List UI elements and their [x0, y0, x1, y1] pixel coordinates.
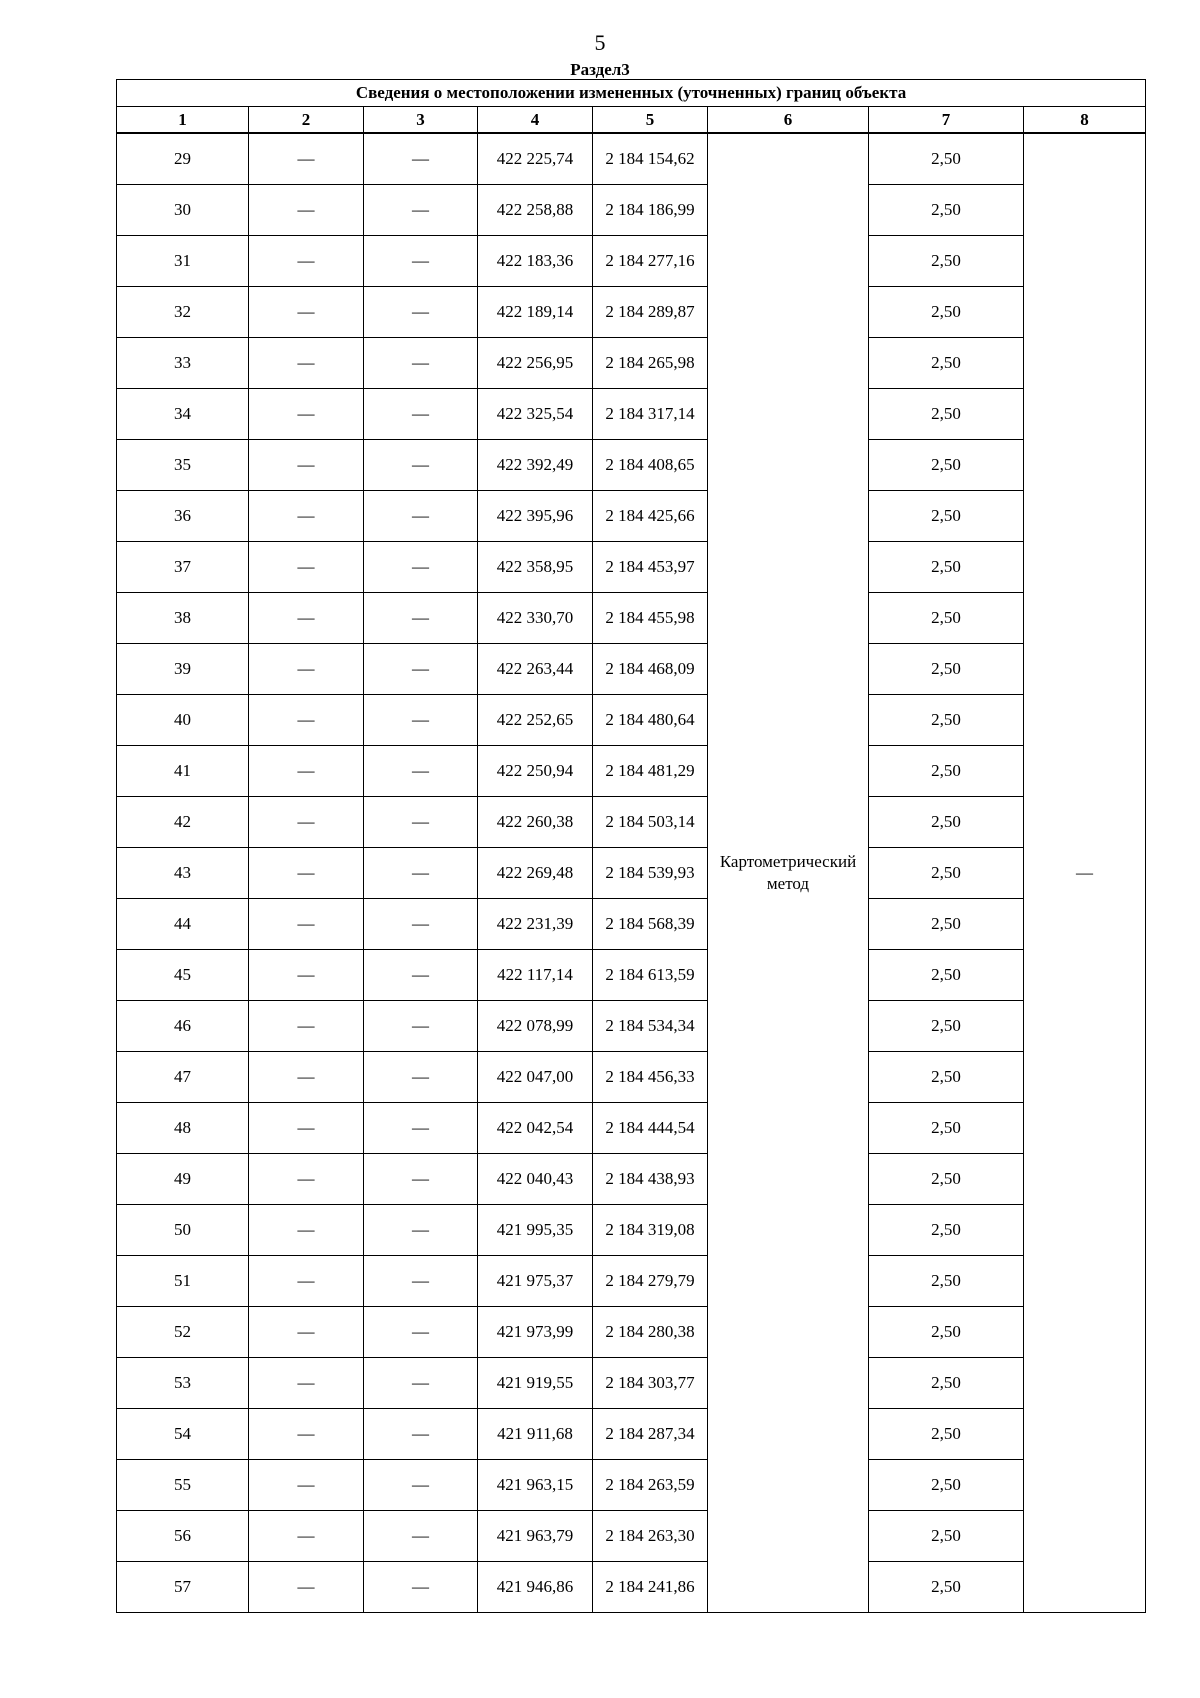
x-coordinate-cell: 421 995,35 — [478, 1205, 593, 1256]
col2-dash-cell: — — [249, 1256, 364, 1307]
col2-dash-cell: — — [249, 644, 364, 695]
col3-dash-cell: — — [364, 185, 478, 236]
table-row — [117, 1205, 1146, 1256]
col3-dash-cell: — — [364, 746, 478, 797]
y-coordinate-cell: 2 184 444,54 — [593, 1103, 708, 1154]
col3-dash-cell: — — [364, 491, 478, 542]
x-coordinate-cell: 422 078,99 — [478, 1001, 593, 1052]
point-number-cell: 29 — [117, 133, 249, 185]
col3-dash-cell: — — [364, 644, 478, 695]
col2-dash-cell: — — [249, 1103, 364, 1154]
table-row — [117, 440, 1146, 491]
col2-dash-cell: — — [249, 133, 364, 185]
point-number-cell: 52 — [117, 1307, 249, 1358]
col3-dash-cell: — — [364, 1358, 478, 1409]
col3-dash-cell: — — [364, 797, 478, 848]
x-coordinate-cell: 421 911,68 — [478, 1409, 593, 1460]
section-title: Раздел3 — [570, 60, 630, 79]
point-number-cell: 36 — [117, 491, 249, 542]
table-row — [117, 1256, 1146, 1307]
point-number-cell: 34 — [117, 389, 249, 440]
column-header: 1 — [117, 107, 249, 134]
table-row — [117, 899, 1146, 950]
y-coordinate-cell: 2 184 263,59 — [593, 1460, 708, 1511]
point-number-cell: 44 — [117, 899, 249, 950]
table-row — [117, 1562, 1146, 1613]
point-number-cell: 43 — [117, 848, 249, 899]
column-header: 8 — [1024, 107, 1146, 134]
x-coordinate-cell: 422 117,14 — [478, 950, 593, 1001]
y-coordinate-cell: 2 184 263,30 — [593, 1511, 708, 1562]
x-coordinate-cell: 421 946,86 — [478, 1562, 593, 1613]
col3-dash-cell: — — [364, 1256, 478, 1307]
point-number-cell: 55 — [117, 1460, 249, 1511]
col2-dash-cell: — — [249, 593, 364, 644]
point-number-cell: 41 — [117, 746, 249, 797]
col8-dash-cell: — — [1024, 133, 1146, 1613]
col2-dash-cell: — — [249, 236, 364, 287]
x-coordinate-cell: 422 395,96 — [478, 491, 593, 542]
y-coordinate-cell: 2 184 468,09 — [593, 644, 708, 695]
col2-dash-cell: — — [249, 1205, 364, 1256]
col2-dash-cell: — — [249, 1001, 364, 1052]
col2-dash-cell: — — [249, 1358, 364, 1409]
y-coordinate-cell: 2 184 265,98 — [593, 338, 708, 389]
table-row — [117, 695, 1146, 746]
page-number: 5 — [594, 30, 606, 55]
x-coordinate-cell: 422 040,43 — [478, 1154, 593, 1205]
table-row — [117, 1154, 1146, 1205]
table-row — [117, 287, 1146, 338]
col3-dash-cell: — — [364, 1511, 478, 1562]
point-number-cell: 32 — [117, 287, 249, 338]
col2-dash-cell: — — [249, 848, 364, 899]
x-coordinate-cell: 422 269,48 — [478, 848, 593, 899]
point-number-cell: 30 — [117, 185, 249, 236]
y-coordinate-cell: 2 184 279,79 — [593, 1256, 708, 1307]
point-number-cell: 54 — [117, 1409, 249, 1460]
point-number-cell: 56 — [117, 1511, 249, 1562]
point-number-cell: 51 — [117, 1256, 249, 1307]
point-number-cell: 45 — [117, 950, 249, 1001]
table-row — [117, 1052, 1146, 1103]
x-coordinate-cell: 422 183,36 — [478, 236, 593, 287]
accuracy-cell: 2,50 — [869, 1001, 1024, 1052]
accuracy-cell: 2,50 — [869, 950, 1024, 1001]
x-coordinate-cell: 422 231,39 — [478, 899, 593, 950]
accuracy-cell: 2,50 — [869, 746, 1024, 797]
y-coordinate-cell: 2 184 613,59 — [593, 950, 708, 1001]
x-coordinate-cell: 421 963,15 — [478, 1460, 593, 1511]
col3-dash-cell: — — [364, 1307, 478, 1358]
accuracy-cell: 2,50 — [869, 899, 1024, 950]
col2-dash-cell: — — [249, 797, 364, 848]
col3-dash-cell: — — [364, 1103, 478, 1154]
table-row — [117, 338, 1146, 389]
col3-dash-cell: — — [364, 695, 478, 746]
table-row — [117, 848, 1146, 899]
table-row — [117, 491, 1146, 542]
table-row — [117, 1460, 1146, 1511]
x-coordinate-cell: 422 392,49 — [478, 440, 593, 491]
col3-dash-cell: — — [364, 899, 478, 950]
accuracy-cell: 2,50 — [869, 1562, 1024, 1613]
accuracy-cell: 2,50 — [869, 338, 1024, 389]
y-coordinate-cell: 2 184 425,66 — [593, 491, 708, 542]
table-row — [117, 1001, 1146, 1052]
point-number-cell: 31 — [117, 236, 249, 287]
col3-dash-cell: — — [364, 1154, 478, 1205]
y-coordinate-cell: 2 184 317,14 — [593, 389, 708, 440]
col3-dash-cell: — — [364, 338, 478, 389]
x-coordinate-cell: 422 252,65 — [478, 695, 593, 746]
col2-dash-cell: — — [249, 389, 364, 440]
accuracy-cell: 2,50 — [869, 797, 1024, 848]
y-coordinate-cell: 2 184 303,77 — [593, 1358, 708, 1409]
y-coordinate-cell: 2 184 186,99 — [593, 185, 708, 236]
column-header: 5 — [593, 107, 708, 134]
column-header-row — [117, 107, 1146, 134]
point-number-cell: 49 — [117, 1154, 249, 1205]
col3-dash-cell: — — [364, 848, 478, 899]
accuracy-cell: 2,50 — [869, 491, 1024, 542]
column-header: 2 — [249, 107, 364, 134]
boundary-coordinates-table — [116, 79, 1146, 1613]
accuracy-cell: 2,50 — [869, 644, 1024, 695]
accuracy-cell: 2,50 — [869, 848, 1024, 899]
col2-dash-cell: — — [249, 1307, 364, 1358]
column-header: 3 — [364, 107, 478, 134]
point-number-cell: 37 — [117, 542, 249, 593]
y-coordinate-cell: 2 184 408,65 — [593, 440, 708, 491]
x-coordinate-cell: 422 256,95 — [478, 338, 593, 389]
col2-dash-cell: — — [249, 440, 364, 491]
point-number-cell: 48 — [117, 1103, 249, 1154]
x-coordinate-cell: 422 225,74 — [478, 133, 593, 185]
column-header: 6 — [708, 107, 869, 134]
accuracy-cell: 2,50 — [869, 1154, 1024, 1205]
table-row — [117, 593, 1146, 644]
point-number-cell: 39 — [117, 644, 249, 695]
y-coordinate-cell: 2 184 241,86 — [593, 1562, 708, 1613]
col2-dash-cell: — — [249, 185, 364, 236]
accuracy-cell: 2,50 — [869, 542, 1024, 593]
y-coordinate-cell: 2 184 280,38 — [593, 1307, 708, 1358]
col2-dash-cell: — — [249, 746, 364, 797]
table-row — [117, 950, 1146, 1001]
table-row — [117, 797, 1146, 848]
y-coordinate-cell: 2 184 456,33 — [593, 1052, 708, 1103]
accuracy-cell: 2,50 — [869, 185, 1024, 236]
x-coordinate-cell: 422 263,44 — [478, 644, 593, 695]
y-coordinate-cell: 2 184 277,16 — [593, 236, 708, 287]
table-row — [117, 746, 1146, 797]
col2-dash-cell: — — [249, 1460, 364, 1511]
y-coordinate-cell: 2 184 438,93 — [593, 1154, 708, 1205]
table-row — [117, 1103, 1146, 1154]
accuracy-cell: 2,50 — [869, 236, 1024, 287]
col3-dash-cell: — — [364, 287, 478, 338]
col3-dash-cell: — — [364, 389, 478, 440]
point-number-cell: 47 — [117, 1052, 249, 1103]
table-row — [117, 542, 1146, 593]
col3-dash-cell: — — [364, 236, 478, 287]
table-row — [117, 236, 1146, 287]
point-number-cell: 57 — [117, 1562, 249, 1613]
accuracy-cell: 2,50 — [869, 440, 1024, 491]
x-coordinate-cell: 422 258,88 — [478, 185, 593, 236]
table-row — [117, 1358, 1146, 1409]
col2-dash-cell: — — [249, 542, 364, 593]
col3-dash-cell: — — [364, 440, 478, 491]
table-row — [117, 1511, 1146, 1562]
accuracy-cell: 2,50 — [869, 1103, 1024, 1154]
y-coordinate-cell: 2 184 481,29 — [593, 746, 708, 797]
y-coordinate-cell: 2 184 480,64 — [593, 695, 708, 746]
accuracy-cell: 2,50 — [869, 1205, 1024, 1256]
column-header: 4 — [478, 107, 593, 134]
col2-dash-cell: — — [249, 1409, 364, 1460]
point-number-cell: 33 — [117, 338, 249, 389]
y-coordinate-cell: 2 184 453,97 — [593, 542, 708, 593]
col3-dash-cell: — — [364, 950, 478, 1001]
y-coordinate-cell: 2 184 503,14 — [593, 797, 708, 848]
accuracy-cell: 2,50 — [869, 695, 1024, 746]
accuracy-cell: 2,50 — [869, 287, 1024, 338]
table-row — [117, 389, 1146, 440]
accuracy-cell: 2,50 — [869, 1511, 1024, 1562]
x-coordinate-cell: 422 250,94 — [478, 746, 593, 797]
y-coordinate-cell: 2 184 455,98 — [593, 593, 708, 644]
table-row — [117, 185, 1146, 236]
point-number-cell: 42 — [117, 797, 249, 848]
table-row — [117, 644, 1146, 695]
y-coordinate-cell: 2 184 287,34 — [593, 1409, 708, 1460]
col2-dash-cell: — — [249, 287, 364, 338]
x-coordinate-cell: 421 975,37 — [478, 1256, 593, 1307]
y-coordinate-cell: 2 184 289,87 — [593, 287, 708, 338]
accuracy-cell: 2,50 — [869, 1256, 1024, 1307]
y-coordinate-cell: 2 184 319,08 — [593, 1205, 708, 1256]
y-coordinate-cell: 2 184 539,93 — [593, 848, 708, 899]
col2-dash-cell: — — [249, 695, 364, 746]
point-number-cell: 35 — [117, 440, 249, 491]
accuracy-cell: 2,50 — [869, 1307, 1024, 1358]
col3-dash-cell: — — [364, 133, 478, 185]
table-body — [117, 133, 1146, 1613]
y-coordinate-cell: 2 184 154,62 — [593, 133, 708, 185]
x-coordinate-cell: 422 260,38 — [478, 797, 593, 848]
col2-dash-cell: — — [249, 899, 364, 950]
x-coordinate-cell: 422 189,14 — [478, 287, 593, 338]
x-coordinate-cell: 422 358,95 — [478, 542, 593, 593]
x-coordinate-cell: 421 963,79 — [478, 1511, 593, 1562]
x-coordinate-cell: 422 325,54 — [478, 389, 593, 440]
col3-dash-cell: — — [364, 1001, 478, 1052]
x-coordinate-cell: 421 919,55 — [478, 1358, 593, 1409]
col3-dash-cell: — — [364, 1052, 478, 1103]
col2-dash-cell: — — [249, 1154, 364, 1205]
col3-dash-cell: — — [364, 1562, 478, 1613]
col3-dash-cell: — — [364, 593, 478, 644]
table-row — [117, 133, 1146, 185]
method-cell: Картометрический метод — [708, 133, 869, 1613]
x-coordinate-cell: 422 042,54 — [478, 1103, 593, 1154]
x-coordinate-cell: 422 330,70 — [478, 593, 593, 644]
col2-dash-cell: — — [249, 338, 364, 389]
table-row — [117, 1409, 1146, 1460]
accuracy-cell: 2,50 — [869, 1052, 1024, 1103]
point-number-cell: 40 — [117, 695, 249, 746]
col3-dash-cell: — — [364, 1460, 478, 1511]
col2-dash-cell: — — [249, 491, 364, 542]
y-coordinate-cell: 2 184 568,39 — [593, 899, 708, 950]
point-number-cell: 53 — [117, 1358, 249, 1409]
col2-dash-cell: — — [249, 1052, 364, 1103]
col2-dash-cell: — — [249, 1562, 364, 1613]
accuracy-cell: 2,50 — [869, 593, 1024, 644]
y-coordinate-cell: 2 184 534,34 — [593, 1001, 708, 1052]
accuracy-cell: 2,50 — [869, 133, 1024, 185]
point-number-cell: 46 — [117, 1001, 249, 1052]
x-coordinate-cell: 421 973,99 — [478, 1307, 593, 1358]
col3-dash-cell: — — [364, 542, 478, 593]
table-row — [117, 1307, 1146, 1358]
col3-dash-cell: — — [364, 1205, 478, 1256]
table-caption: Сведения о местоположении измененных (уточненных) границ объекта — [117, 80, 1146, 107]
accuracy-cell: 2,50 — [869, 1409, 1024, 1460]
x-coordinate-cell: 422 047,00 — [478, 1052, 593, 1103]
col2-dash-cell: — — [249, 1511, 364, 1562]
point-number-cell: 38 — [117, 593, 249, 644]
col3-dash-cell: — — [364, 1409, 478, 1460]
accuracy-cell: 2,50 — [869, 389, 1024, 440]
point-number-cell: 50 — [117, 1205, 249, 1256]
col2-dash-cell: — — [249, 950, 364, 1001]
accuracy-cell: 2,50 — [869, 1358, 1024, 1409]
accuracy-cell: 2,50 — [869, 1460, 1024, 1511]
column-header: 7 — [869, 107, 1024, 134]
